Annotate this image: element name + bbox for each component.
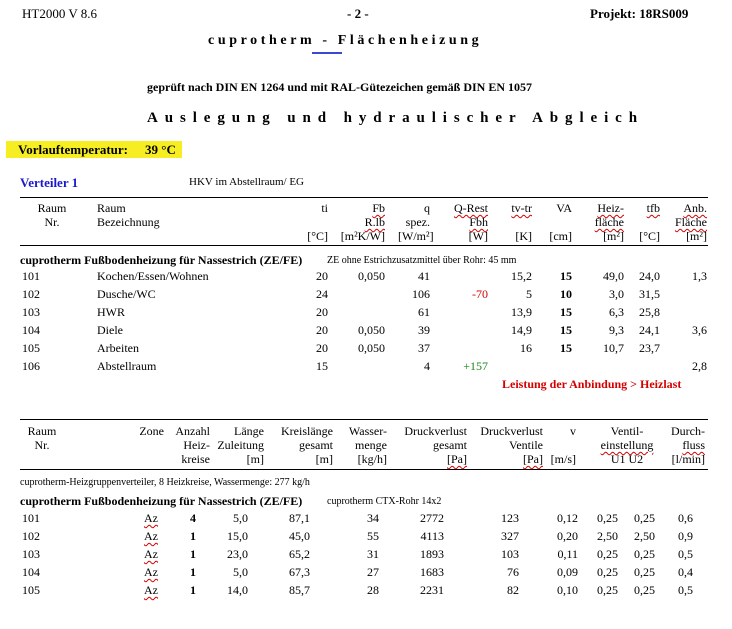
document-title: cuprotherm - Flächenheizung bbox=[208, 33, 483, 48]
header-page-number: - 2 - bbox=[347, 6, 369, 21]
table1-cell-tvtr: 14,9 bbox=[511, 323, 532, 337]
table1-header-anb-1: Fläche bbox=[675, 215, 707, 229]
table1-cell-bez: Dusche/WC bbox=[97, 287, 156, 301]
table2-header-ventil-2: U1 U2 bbox=[610, 452, 644, 466]
table1-header-raum-1: Nr. bbox=[44, 215, 60, 229]
table2-cell-dv_ven: 123 bbox=[501, 511, 519, 525]
table2-cell-kreis: 45,0 bbox=[289, 529, 310, 543]
table1-cell-va: 15 bbox=[560, 269, 572, 283]
table1-cell-q: 39 bbox=[418, 323, 430, 337]
table1-cell-tfb: 24,1 bbox=[639, 323, 660, 337]
table2-header-dv_ges-2: [Pa] bbox=[447, 452, 467, 466]
table1-section-note: ZE ohne Estrichzusatzmittel über Rohr: 45 mm bbox=[327, 255, 517, 266]
table2-header-v-2: [m/s] bbox=[550, 452, 576, 466]
table2-header-durch-1: fluss bbox=[682, 438, 705, 452]
table2-cell-dv_ven: 76 bbox=[507, 565, 519, 579]
table1-header-bez-0: Raum bbox=[97, 201, 126, 215]
table2-section-label: cuprotherm Fußbodenheizung für Nassestrich (ZE/FE) bbox=[20, 494, 303, 508]
table1-cell-anb: 3,6 bbox=[692, 323, 707, 337]
table1-header-tvtr-0: tv-tr bbox=[511, 201, 532, 215]
table2-cell-nr: 102 bbox=[22, 529, 40, 543]
document-subtitle: geprüft nach DIN EN 1264 und mit RAL-Gütezeichen gemäß DIN EN 1057 bbox=[147, 80, 533, 94]
table1-cell-nr: 105 bbox=[22, 341, 40, 355]
table2-cell-anzahl: 1 bbox=[190, 565, 196, 579]
table1-cell-va: 10 bbox=[560, 287, 572, 301]
table1-top-rule bbox=[20, 197, 708, 198]
table1-cell-va: 15 bbox=[560, 341, 572, 355]
table2-cell-laenge: 5,0 bbox=[233, 511, 248, 525]
table1-cell-nr: 102 bbox=[22, 287, 40, 301]
table1-header-q-0: q bbox=[424, 201, 430, 215]
table2-header-dv_ven-0: Druckverlust bbox=[480, 424, 543, 438]
table1-warning: Leistung der Anbindung > Heizlast bbox=[502, 377, 682, 391]
table2-cell-u1: 0,25 bbox=[597, 583, 618, 597]
table1-cell-ti: 20 bbox=[316, 341, 328, 355]
table2-header-anzahl-1: Heiz- bbox=[183, 438, 210, 452]
table2-header-durch-0: Durch- bbox=[671, 424, 705, 438]
table1-cell-q: 41 bbox=[418, 269, 430, 283]
table2-cell-anzahl: 1 bbox=[190, 583, 196, 597]
vorlauf-label: Vorlauftemperatur: bbox=[18, 142, 128, 157]
table2-header-wasser-2: [kg/h] bbox=[357, 452, 387, 466]
table1-cell-tfb: 23,7 bbox=[639, 341, 660, 355]
table1-cell-bez: HWR bbox=[97, 305, 125, 319]
table2-cell-wasser: 31 bbox=[367, 547, 379, 561]
table1-cell-tfb: 25,8 bbox=[639, 305, 660, 319]
table2-header-kreis-0: Kreislänge bbox=[281, 424, 333, 438]
table2-cell-wasser: 34 bbox=[367, 511, 379, 525]
table2-header-rule bbox=[20, 469, 708, 470]
table1-cell-heiz: 49,0 bbox=[603, 269, 624, 283]
table1-cell-bez: Kochen/Essen/Wohnen bbox=[97, 269, 209, 283]
table2-cell-v: 0,20 bbox=[557, 529, 578, 543]
table2-cell-wasser: 28 bbox=[367, 583, 379, 597]
table1-header-heiz-2: [m²] bbox=[603, 229, 624, 243]
table2-header-raum-1: Nr. bbox=[34, 438, 50, 452]
table2-cell-u1: 0,25 bbox=[597, 547, 618, 561]
table2-cell-zone: Az bbox=[144, 583, 158, 597]
table2-cell-v: 0,09 bbox=[557, 565, 578, 579]
table1-header-q-1: spez. bbox=[405, 215, 430, 229]
table2-cell-anzahl: 1 bbox=[190, 529, 196, 543]
table2-header-durch-2: [l/min] bbox=[671, 452, 705, 466]
table1-header-tfb-0: tfb bbox=[646, 201, 660, 215]
table1-cell-heiz: 3,0 bbox=[609, 287, 624, 301]
table1-cell-fb: 0,050 bbox=[358, 269, 385, 283]
table2-header-laenge-1: Zuleitung bbox=[217, 438, 264, 452]
table1-cell-qrest: +157 bbox=[463, 359, 488, 373]
table2-cell-dv_ven: 103 bbox=[501, 547, 519, 561]
table1-cell-bez: Abstellraum bbox=[97, 359, 157, 373]
table2-header-kreis-1: gesamt bbox=[299, 438, 333, 452]
table2-cell-kreis: 87,1 bbox=[289, 511, 310, 525]
vorlauf-value: 39 °C bbox=[145, 142, 176, 157]
table1-header-fb-2: [m²K/W] bbox=[340, 229, 385, 243]
table1-cell-q: 4 bbox=[424, 359, 430, 373]
table1-header-ti-0: ti bbox=[321, 201, 328, 215]
title-underline bbox=[312, 52, 342, 54]
table2-cell-dv_ven: 327 bbox=[501, 529, 519, 543]
table1-cell-tvtr: 16 bbox=[520, 341, 532, 355]
table2-header-ventil-0: Ventil- bbox=[610, 424, 644, 438]
table2-header-wasser-0: Wasser- bbox=[348, 424, 387, 438]
table2-cell-durch: 0,9 bbox=[678, 529, 693, 543]
table2-cell-nr: 103 bbox=[22, 547, 40, 561]
table2-header-raum-0: Raum bbox=[27, 424, 57, 438]
table1-header-bez-1: Bezeichnung bbox=[97, 215, 160, 229]
table2-cell-durch: 0,6 bbox=[678, 511, 693, 525]
table2-header-laenge-2: [m] bbox=[246, 452, 264, 466]
table2-cell-v: 0,10 bbox=[557, 583, 578, 597]
table2-cell-durch: 0,4 bbox=[678, 565, 693, 579]
table2-cell-u2: 0,25 bbox=[634, 511, 655, 525]
table1-header-ti-2: [°C] bbox=[307, 229, 328, 243]
table1-cell-heiz: 6,3 bbox=[609, 305, 624, 319]
table2-cell-v: 0,12 bbox=[557, 511, 578, 525]
table2-cell-laenge: 23,0 bbox=[227, 547, 248, 561]
table2-cell-u2: 0,25 bbox=[634, 547, 655, 561]
table1-header-tfb-2: [°C] bbox=[639, 229, 660, 243]
table2-cell-dv_ges: 2231 bbox=[420, 583, 444, 597]
table1-header-rule bbox=[20, 245, 708, 246]
verteiler-location: HKV im Abstellraum/ EG bbox=[189, 176, 304, 188]
table1-header-heiz-1: fläche bbox=[594, 215, 624, 229]
table2-cell-durch: 0,5 bbox=[678, 583, 693, 597]
table1-cell-q: 106 bbox=[412, 287, 430, 301]
table1-cell-ti: 20 bbox=[316, 269, 328, 283]
table1-header-qrest-1: Fbh bbox=[469, 215, 488, 229]
table1-header-anb-2: [m²] bbox=[686, 229, 707, 243]
table2-cell-u1: 0,25 bbox=[597, 565, 618, 579]
table1-cell-ti: 20 bbox=[316, 323, 328, 337]
table2-top-rule bbox=[20, 419, 708, 420]
table2-header-kreis-2: [m] bbox=[315, 452, 333, 466]
table2-cell-durch: 0,5 bbox=[678, 547, 693, 561]
table2-cell-zone: Az bbox=[144, 565, 158, 579]
table2-cell-u1: 2,50 bbox=[597, 529, 618, 543]
table2-cell-laenge: 15,0 bbox=[227, 529, 248, 543]
table1-section-label: cuprotherm Fußbodenheizung für Nassestrich (ZE/FE) bbox=[20, 253, 303, 267]
table2-header-dv_ven-2: [Pa] bbox=[523, 452, 543, 466]
table2-cell-u2: 0,25 bbox=[634, 583, 655, 597]
table1-cell-q: 37 bbox=[418, 341, 430, 355]
header-project: Projekt: 18RS009 bbox=[590, 6, 689, 21]
table1-cell-va: 15 bbox=[560, 323, 572, 337]
table2-header-zone-0: Zone bbox=[139, 424, 164, 438]
table1-cell-bez: Diele bbox=[97, 323, 123, 337]
table2-cell-nr: 104 bbox=[22, 565, 40, 579]
table2-cell-nr: 101 bbox=[22, 511, 40, 525]
table2-cell-wasser: 55 bbox=[367, 529, 379, 543]
table1-cell-tfb: 31,5 bbox=[639, 287, 660, 301]
table1-header-tvtr-2: [K] bbox=[515, 229, 532, 243]
table2-header-dv_ven-1: Ventile bbox=[509, 438, 543, 452]
table2-cell-anzahl: 4 bbox=[190, 511, 196, 525]
table1-header-q-2: [W/m²] bbox=[398, 229, 434, 243]
table1-cell-nr: 106 bbox=[22, 359, 40, 373]
table2-cell-wasser: 27 bbox=[367, 565, 379, 579]
table1-cell-nr: 104 bbox=[22, 323, 40, 337]
table1-cell-ti: 15 bbox=[316, 359, 328, 373]
table2-cell-dv_ges: 1893 bbox=[420, 547, 444, 561]
table1-cell-q: 61 bbox=[418, 305, 430, 319]
table1-header-fb-1: R.lb bbox=[364, 215, 385, 229]
table2-cell-nr: 105 bbox=[22, 583, 40, 597]
table2-header-laenge-0: Länge bbox=[234, 424, 264, 438]
table2-cell-kreis: 65,2 bbox=[289, 547, 310, 561]
table1-cell-tvtr: 15,2 bbox=[511, 269, 532, 283]
table2-cell-kreis: 67,3 bbox=[289, 565, 310, 579]
table1-cell-ti: 20 bbox=[316, 305, 328, 319]
table2-cell-zone: Az bbox=[144, 511, 158, 525]
table2-section-note: cuprotherm CTX-Rohr 14x2 bbox=[327, 496, 442, 507]
table2-cell-dv_ges: 1683 bbox=[420, 565, 444, 579]
table1-cell-fb: 0,050 bbox=[358, 341, 385, 355]
section-title: Auslegung und hydraulischer Abgleich bbox=[147, 110, 644, 126]
table1-header-va-2: [cm] bbox=[549, 229, 572, 243]
table1-cell-tfb: 24,0 bbox=[639, 269, 660, 283]
table1-cell-heiz: 9,3 bbox=[609, 323, 624, 337]
table1-cell-nr: 101 bbox=[22, 269, 40, 283]
table1-header-heiz-0: Heiz- bbox=[597, 201, 624, 215]
table1-cell-qrest: -70 bbox=[472, 287, 488, 301]
table2-header-v-0: v bbox=[570, 424, 576, 438]
table2-header-wasser-1: menge bbox=[355, 438, 387, 452]
table2-cell-u2: 0,25 bbox=[634, 565, 655, 579]
table2-cell-dv_ges: 4113 bbox=[420, 529, 444, 543]
table1-cell-heiz: 10,7 bbox=[603, 341, 624, 355]
table2-cell-dv_ven: 82 bbox=[507, 583, 519, 597]
header-left: HT2000 V 8.6 bbox=[22, 6, 97, 21]
table1-cell-ti: 24 bbox=[316, 287, 328, 301]
table2-header-ventil-1: einstellung bbox=[600, 438, 654, 452]
table2-cell-dv_ges: 2772 bbox=[420, 511, 444, 525]
table2-header-dv_ges-0: Druckverlust bbox=[404, 424, 467, 438]
table1-cell-anb: 1,3 bbox=[692, 269, 707, 283]
table1-header-qrest-0: Q-Rest bbox=[454, 201, 488, 215]
table1-cell-bez: Arbeiten bbox=[97, 341, 139, 355]
table1-header-fb-0: Fb bbox=[372, 201, 385, 215]
table1-header-qrest-2: [W] bbox=[468, 229, 488, 243]
table1-cell-nr: 103 bbox=[22, 305, 40, 319]
table2-header-anzahl-0: Anzahl bbox=[175, 424, 210, 438]
table2-cell-laenge: 14,0 bbox=[227, 583, 248, 597]
table1-cell-tvtr: 5 bbox=[526, 287, 532, 301]
verteiler-label: Verteiler 1 bbox=[20, 175, 79, 190]
table1-cell-fb: 0,050 bbox=[358, 323, 385, 337]
table1-header-anb-0: Anb. bbox=[683, 201, 707, 215]
table1-cell-tvtr: 13,9 bbox=[511, 305, 532, 319]
table1-header-va-0: VA bbox=[556, 201, 572, 215]
table2-cell-u2: 2,50 bbox=[634, 529, 655, 543]
table1-header-raum-0: Raum bbox=[37, 201, 67, 215]
table2-header-anzahl-2: kreise bbox=[181, 452, 210, 466]
table2-cell-u1: 0,25 bbox=[597, 511, 618, 525]
table2-header-dv_ges-1: gesamt bbox=[433, 438, 467, 452]
table2-cell-zone: Az bbox=[144, 529, 158, 543]
table1-cell-anb: 2,8 bbox=[692, 359, 707, 373]
table1-cell-va: 15 bbox=[560, 305, 572, 319]
table2-distributor-line: cuprotherm-Heizgruppenverteiler, 8 Heizkreise, Wassermenge: 277 kg/h bbox=[20, 477, 310, 488]
table2-cell-anzahl: 1 bbox=[190, 547, 196, 561]
table2-cell-v: 0,11 bbox=[557, 547, 578, 561]
table2-cell-laenge: 5,0 bbox=[233, 565, 248, 579]
table2-cell-kreis: 85,7 bbox=[289, 583, 310, 597]
table2-cell-zone: Az bbox=[144, 547, 158, 561]
